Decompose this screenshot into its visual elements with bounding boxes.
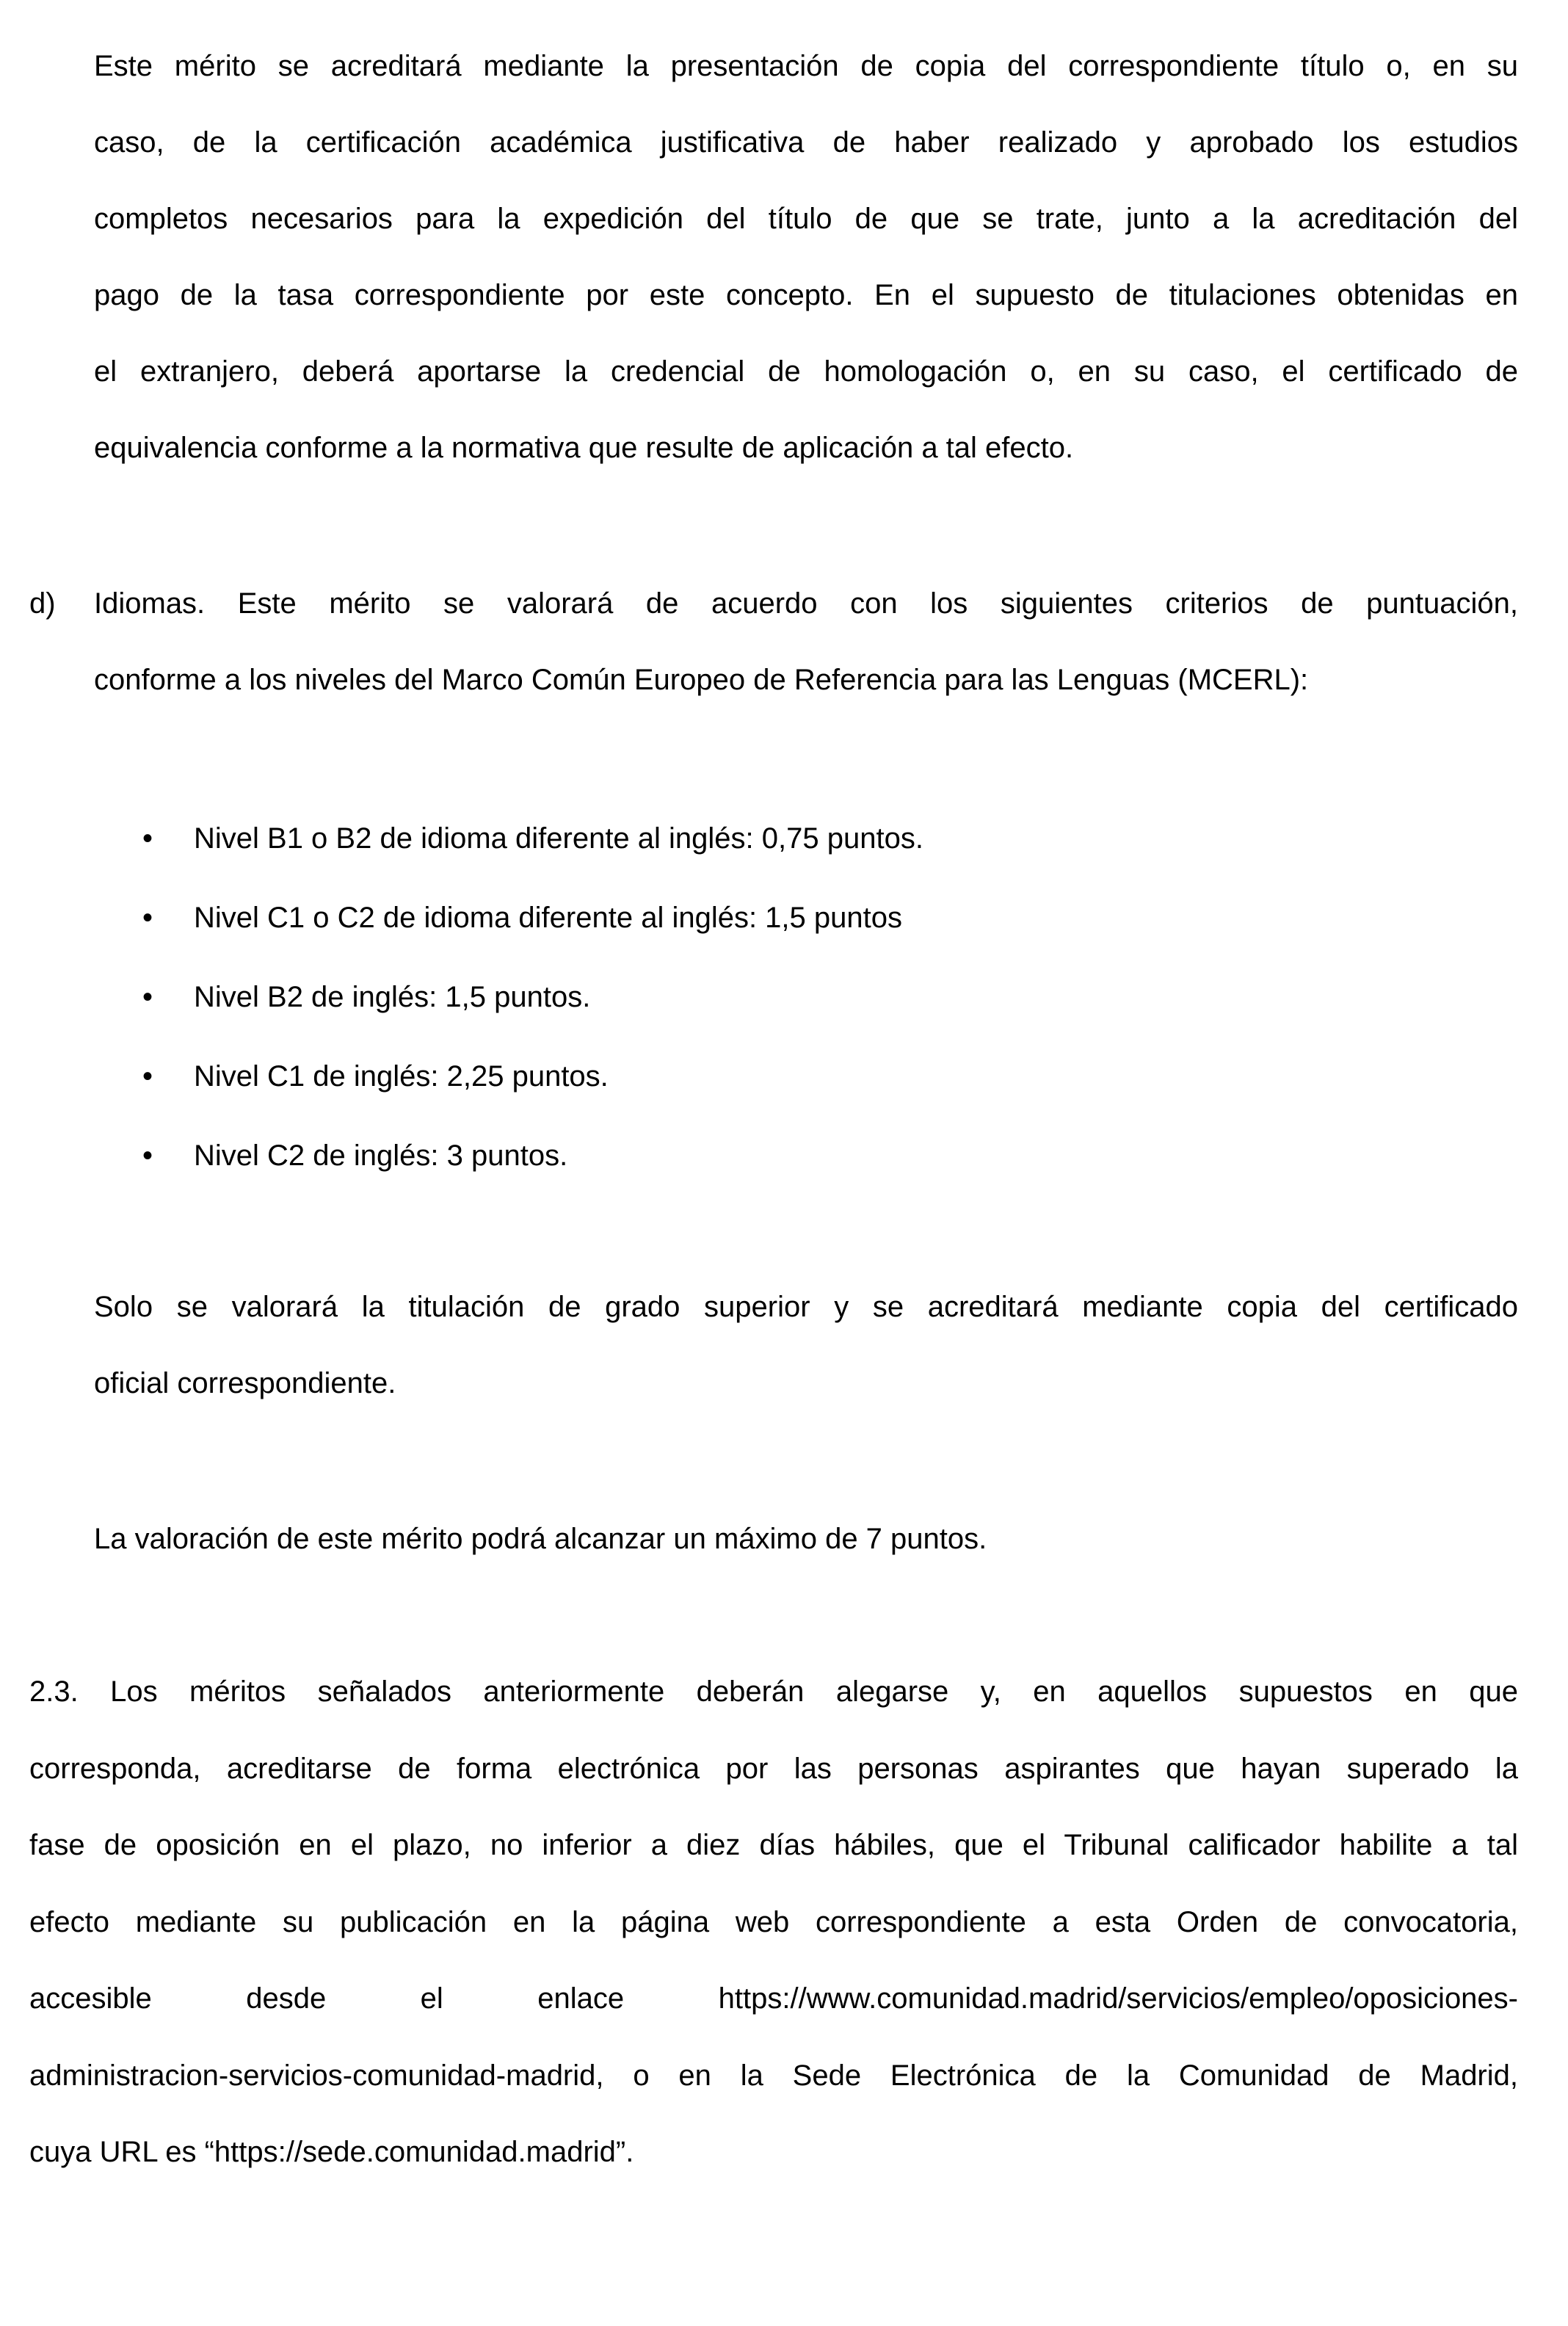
bullet-icon: • (142, 822, 153, 855)
list-item-text: Nivel B1 o B2 de idioma diferente al inglés: 0,75 puntos. (194, 822, 923, 855)
section-d-label: d) (29, 587, 56, 620)
text-line: administracion-servicios-comunidad-madrid, o en la Sede Electrónica de la Comunidad de Madrid, (29, 2059, 1518, 2092)
text-line: pago de la tasa correspondiente por este concepto. En el supuesto de titulaciones obtenidas en (94, 279, 1518, 311)
paragraph-idiomas (94, 565, 1518, 718)
paragraph-acreditacion-titulo (94, 28, 1518, 486)
text-line: accesible desde el enlace https://www.comunidad.madrid/servicios/empleo/oposiciones- (29, 1982, 1518, 2015)
text-line: conforme a los niveles del Marco Común Europeo de Referencia para las Lenguas (MCERL): (94, 664, 1309, 696)
list-item-text: Nivel C1 o C2 de idioma diferente al inglés: 1,5 puntos (194, 902, 902, 934)
paragraph-maximo-puntos (94, 1501, 1518, 1577)
text-line: completos necesarios para la expedición del título de que se trate, junto a la acreditación del (94, 203, 1518, 235)
bullet-icon: • (142, 981, 153, 1013)
bullet-icon: • (142, 1140, 153, 1172)
bullet-icon: • (142, 902, 153, 934)
text-line: oficial correspondiente. (94, 1367, 396, 1399)
text-line: efecto mediante su publicación en la página web correspondiente a esta Orden de convocatoria, (29, 1905, 1518, 1938)
text-line: corresponda, acreditarse de forma electrónica por las personas aspirantes que hayan superado la (29, 1752, 1518, 1785)
list-item-text: Nivel B2 de inglés: 1,5 puntos. (194, 981, 591, 1013)
text-line: Idiomas. Este mérito se valorará de acuerdo con los siguientes criterios de puntuación, (94, 587, 1518, 620)
list-item (142, 1037, 1464, 1116)
text-line: cuya URL es “https://sede.comunidad.madrid”. (29, 2136, 634, 2168)
language-levels-list (142, 799, 1464, 1195)
text-line: 2.3. Los méritos señalados anteriormente deberán alegarse y, en aquellos supuestos en que (29, 1675, 1518, 1708)
list-item (142, 799, 1464, 878)
text-line: fase de oposición en el plazo, no inferior a diez días hábiles, que el Tribunal calificador habilite a tal (29, 1829, 1518, 1861)
list-item (142, 1116, 1464, 1195)
text-line: La valoración de este mérito podrá alcanzar un máximo de 7 puntos. (94, 1523, 987, 1555)
text-line: equivalencia conforme a la normativa que resulte de aplicación a tal efecto. (94, 432, 1074, 464)
list-item (142, 878, 1464, 957)
bullet-icon: • (142, 1060, 153, 1093)
paragraph-2-3 (29, 1653, 1518, 2191)
text-line: caso, de la certificación académica justificativa de haber realizado y aprobado los estudios (94, 126, 1518, 159)
paragraph-grado-superior (94, 1269, 1518, 1421)
list-item-text: Nivel C2 de inglés: 3 puntos. (194, 1140, 568, 1172)
list-item-text: Nivel C1 de inglés: 2,25 puntos. (194, 1060, 609, 1093)
text-line: Este mérito se acreditará mediante la presentación de copia del correspondiente título o, en su (94, 50, 1518, 82)
list-item (142, 957, 1464, 1037)
text-line: el extranjero, deberá aportarse la credencial de homologación o, en su caso, el certificado de (94, 355, 1518, 388)
text-line: Solo se valorará la titulación de grado superior y se acreditará mediante copia del certificado (94, 1291, 1518, 1323)
